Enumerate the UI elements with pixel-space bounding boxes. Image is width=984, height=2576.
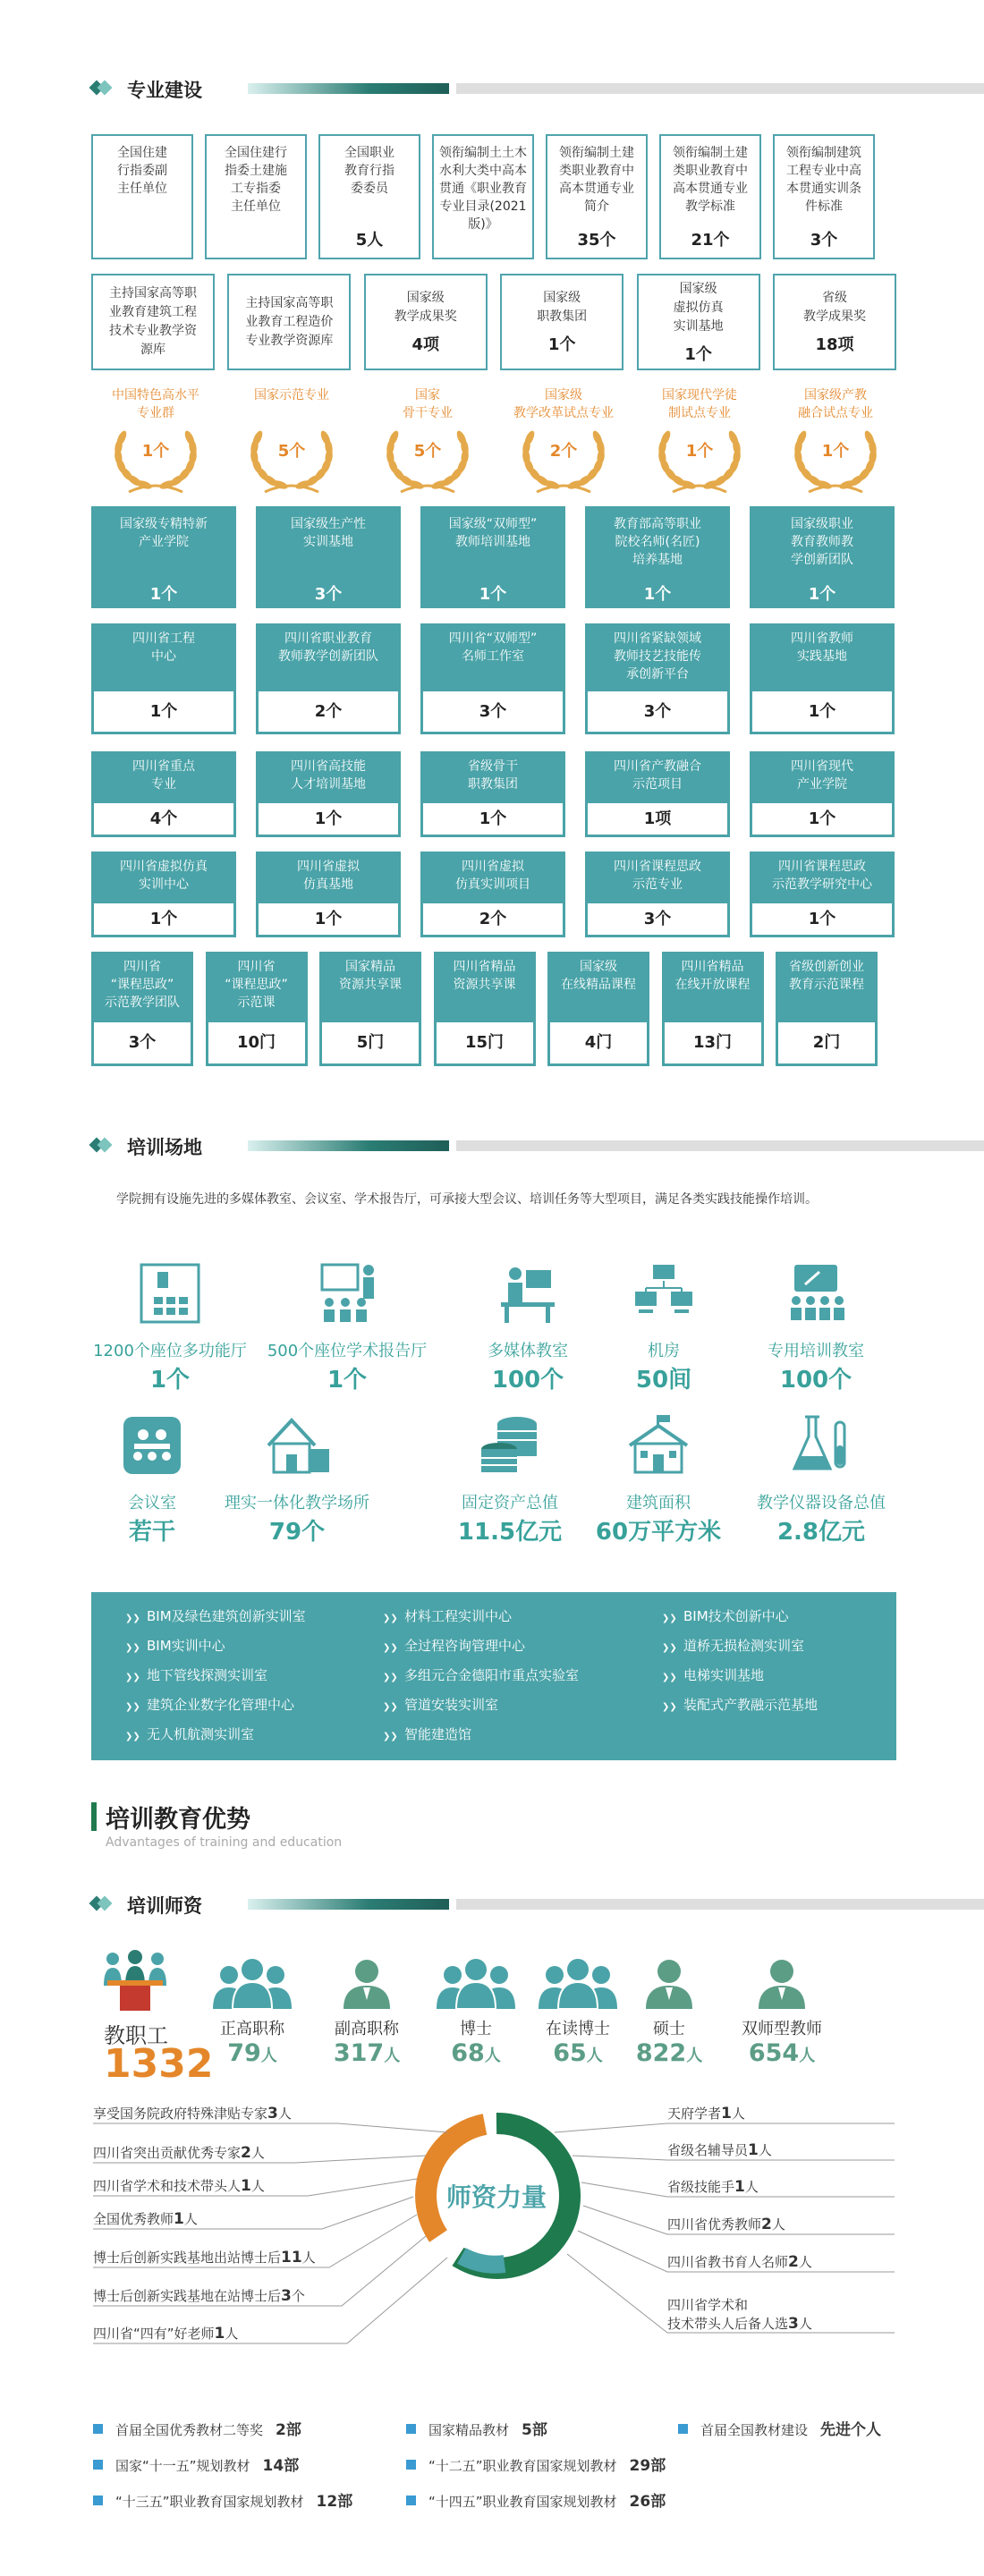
honor-unit: 人 [798, 2254, 812, 2270]
card-label: 国家级 在线精品课程 [561, 960, 636, 992]
card-label: 四川省虚拟 仿真实训项目 [455, 860, 530, 892]
publication-item [93, 2417, 301, 2439]
card-value: 18项 [815, 335, 854, 354]
honor-title: 天府学者 [667, 2106, 722, 2122]
card-label: 四川省工程 中心 [132, 631, 195, 664]
bullet-square-icon [406, 2496, 416, 2505]
double-chevron-icon: ❯❯ [125, 1673, 140, 1682]
facility-value: 若干 [128, 1519, 175, 1546]
lab-name: 道桥无损检测实训室 [683, 1638, 805, 1654]
bullet-square-icon [93, 2460, 103, 2470]
double-chevron-icon: ❯❯ [125, 1702, 140, 1712]
facility-value: 1个 [149, 1367, 191, 1394]
double-chevron-icon: ❯❯ [125, 1614, 140, 1623]
card-label: 四川省课程思政 示范教学研究中心 [772, 860, 872, 892]
honor-count: 1 [734, 2178, 745, 2196]
bullet-square-icon [406, 2424, 416, 2434]
lab-name: 装配式产教融示范基地 [683, 1697, 819, 1713]
card-value: 2个 [479, 910, 507, 928]
card-value: 3个 [643, 702, 672, 721]
card-label: 四川省虚拟仿真 实训中心 [120, 860, 208, 892]
lab-name: 多组元合金德阳市重点实验室 [404, 1667, 580, 1683]
facility-value: 1个 [327, 1367, 368, 1394]
publication-title: “十三五”职业教育国家规划教材 [115, 2494, 304, 2510]
card-value: 4门 [584, 1033, 613, 1052]
facility-label: 建筑面积 [626, 1494, 691, 1513]
card-value: 3个 [314, 585, 343, 604]
lab-name: BIM及绿色建筑创新实训室 [147, 1608, 306, 1624]
facility-label: 多媒体教室 [488, 1342, 568, 1360]
honor-item [93, 2248, 316, 2267]
staff-unit: 人 [260, 2046, 277, 2065]
honor-count: 2 [788, 2253, 799, 2271]
lab-name: 智能建造馆 [404, 1726, 472, 1742]
double-chevron-icon: ❯❯ [662, 1614, 677, 1623]
card-label: 四川省 “课程思政” 示范教学团队 [105, 960, 180, 1010]
card-label: 四川省紧缺领域 教师技艺技能传 承创新平台 [614, 631, 701, 682]
publication-value: 先进个人 [820, 2421, 882, 2439]
honor-count: 3 [281, 2287, 292, 2305]
card-label: 四川省课程思政 示范专业 [614, 860, 701, 892]
card-label: 全国职业 教育行指 委委员 [344, 146, 394, 196]
facility-value: 50间 [635, 1367, 692, 1394]
honor-title: 四川省学术和技术带头人 [93, 2178, 242, 2194]
lab-name: BIM实训中心 [147, 1638, 225, 1654]
card-label: 国家级职业 教育教师教 学创新团队 [791, 517, 853, 567]
double-chevron-icon: ❯❯ [383, 1702, 398, 1712]
laurel-label: 国家级产教 融合试点专业 [798, 388, 873, 420]
staff-unit: 人 [686, 2046, 703, 2065]
publication-item [406, 2417, 547, 2439]
honor-item [667, 2140, 772, 2159]
staff-number: 68 [451, 2039, 485, 2067]
card-value: 1个 [314, 809, 343, 828]
card-value: 1个 [643, 585, 672, 604]
facility-value: 100个 [491, 1367, 564, 1394]
card-value: 3个 [810, 231, 838, 250]
card-value: 2门 [812, 1033, 841, 1052]
card-label: 全国住建行 指委土建施 工专指委 主任单位 [225, 146, 287, 214]
card-value: 35个 [577, 231, 616, 250]
staff-label: 双师型教师 [742, 2020, 822, 2038]
double-chevron-icon: ❯❯ [662, 1643, 677, 1653]
section-title: 培训场地 [127, 1137, 202, 1158]
card-label: 四川省精品 在线开放课程 [674, 960, 751, 992]
facility-value: 79个 [268, 1519, 326, 1546]
honor-item [667, 2104, 745, 2123]
lab-name: 管道安装实训室 [404, 1697, 499, 1713]
card-label: 四川省产教融合 示范项目 [614, 759, 701, 792]
honor-count: 1 [241, 2177, 251, 2195]
honor-unit: 个 [291, 2288, 305, 2304]
card-value: 1个 [547, 335, 576, 354]
bullet-square-icon [406, 2460, 416, 2470]
lab-name: 地下管线探测实训室 [147, 1667, 268, 1683]
staff-label: 博士 [460, 2020, 492, 2038]
advantage-subtitle: Advantages of training and education [106, 1835, 343, 1850]
staff-number: 65 [553, 2039, 587, 2067]
staff-unit: 人 [384, 2046, 401, 2065]
staff-total-label: 教职工 [104, 2023, 168, 2048]
publication-value: 29部 [629, 2457, 666, 2475]
honor-unit: 人 [183, 2211, 198, 2227]
lab-name: 电梯实训基地 [683, 1667, 765, 1683]
card-value: 3个 [128, 1033, 157, 1052]
honor-unit: 人 [277, 2106, 292, 2122]
staff-label: 正高职称 [220, 2020, 284, 2038]
publication-item [406, 2453, 666, 2475]
honor-count: 2 [241, 2144, 251, 2162]
staff-unit: 人 [484, 2046, 501, 2065]
card-value: 10门 [236, 1033, 276, 1052]
staff-unit: 人 [586, 2046, 603, 2065]
card-value: 1个 [149, 585, 178, 604]
publication-title: 首届全国优秀教材二等奖 [115, 2422, 264, 2438]
card-value: 1项 [643, 809, 672, 828]
double-chevron-icon: ❯❯ [125, 1732, 140, 1741]
publication-value: 5部 [522, 2421, 547, 2439]
card-value: 1个 [684, 344, 712, 364]
honor-item [93, 2104, 292, 2123]
laurel-value: 5个 [413, 442, 442, 461]
staff-number: 822 [635, 2039, 687, 2067]
double-chevron-icon: ❯❯ [662, 1702, 677, 1712]
card-label: 四川省重点 专业 [132, 759, 195, 792]
honor-item [93, 2176, 265, 2195]
laurel-value: 1个 [141, 442, 170, 461]
honor-count: 1 [214, 2325, 225, 2343]
facility-label: 机房 [648, 1342, 680, 1360]
card-label: 教育部高等职业 院校名师(名匠) 培养基地 [614, 517, 701, 567]
facility-value: 2.8亿元 [776, 1519, 866, 1546]
lab-name: 材料工程实训中心 [404, 1608, 513, 1624]
card-label: 国家级“双师型” 教师培训基地 [448, 517, 538, 549]
publication-value: 12部 [316, 2493, 353, 2511]
honor-item [93, 2209, 198, 2228]
card-value: 1个 [808, 809, 836, 828]
staff-label: 硕士 [653, 2020, 685, 2038]
publication-item [93, 2488, 352, 2511]
double-chevron-icon: ❯❯ [125, 1643, 140, 1653]
facility-label: 固定资产总值 [462, 1494, 558, 1513]
honor-item [667, 2252, 812, 2271]
card-label: 领衔编制土土木 水利大类中高本 贯通《职业教育 专业目录(2021版)》 [439, 146, 527, 232]
staff-label: 副高职称 [335, 2020, 399, 2038]
card-value: 1个 [808, 585, 836, 604]
card-value: 13门 [692, 1033, 733, 1052]
bullet-square-icon [93, 2496, 103, 2505]
card-label: 四川省高技能 人才培训基地 [291, 759, 366, 792]
honor-count: 2 [761, 2216, 772, 2233]
facility-value: 60万平方米 [595, 1519, 722, 1546]
card-value: 5人 [355, 231, 384, 250]
honor-unit: 人 [225, 2326, 239, 2342]
lab-name: BIM技术创新中心 [683, 1608, 789, 1624]
laurel-label: 国家级 教学改革试点专业 [513, 388, 614, 420]
double-chevron-icon: ❯❯ [383, 1643, 398, 1653]
honor-title: 四川省优秀教师 [667, 2216, 762, 2233]
honor-title: 博士后创新实践基地在站博士后 [93, 2288, 282, 2304]
card-value: 21个 [691, 231, 730, 250]
card-value: 15门 [464, 1033, 505, 1052]
facility-label: 专用培训教室 [768, 1342, 864, 1360]
card-label: 省级 教学成果奖 [803, 291, 866, 324]
laurel-value: 5个 [277, 442, 306, 461]
card-label: 四川省“双师型” 名师工作室 [448, 631, 538, 664]
laurel-value: 1个 [685, 442, 714, 461]
staff-number: 79 [227, 2039, 261, 2067]
laurel-value: 2个 [549, 442, 578, 461]
card-label: 四川省现代 产业学院 [791, 759, 853, 792]
facility-value: 11.5亿元 [457, 1519, 563, 1546]
publication-title: “十四五”职业教育国家规划教材 [428, 2494, 617, 2510]
laurel-label: 国家示范专业 [254, 388, 329, 402]
honor-unit: 人 [771, 2216, 785, 2233]
publication-title: 首届全国教材建设 [700, 2422, 809, 2438]
honor-title: 全国优秀教师 [93, 2211, 174, 2227]
honor-unit: 人 [744, 2179, 759, 2195]
facility-label: 500个座位学术报告厅 [267, 1342, 428, 1360]
facility-label: 1200个座位多功能厅 [93, 1342, 247, 1360]
card-label: 国家级 虚拟仿真 实训基地 [673, 281, 724, 334]
card-label: 国家精品 资源共享课 [339, 960, 402, 992]
lab-name: 全过程咨询管理中心 [404, 1638, 526, 1654]
laurel-value: 1个 [821, 442, 850, 461]
card-label: 领衔编制土建 类职业教育中 高本贯通专业 教学标准 [673, 146, 748, 214]
facility-label: 会议室 [128, 1494, 176, 1513]
card-value: 1个 [149, 702, 178, 721]
card-value: 3个 [643, 910, 672, 928]
honor-title: 四川省学术和 技术带头人后备人选 [667, 2297, 789, 2332]
card-label: 四川省教师 实践基地 [791, 631, 853, 664]
honor-title: 四川省突出贡献优秀专家 [93, 2145, 242, 2161]
card-label: 主持国家高等职 业教育建筑工程 技术专业教学资 源库 [109, 286, 197, 357]
lab-name: 建筑企业数字化管理中心 [147, 1697, 295, 1713]
honor-unit: 人 [250, 2178, 265, 2194]
honor-item [667, 2215, 785, 2233]
card-value: 4个 [149, 809, 178, 828]
card-label: 省级骨干 职教集团 [468, 759, 518, 792]
honor-item [667, 2295, 812, 2333]
card-value: 2个 [314, 702, 343, 721]
card-value: 1个 [149, 910, 178, 928]
card-value: 3个 [479, 702, 507, 721]
honor-title: 省级名辅导员 [667, 2142, 749, 2158]
card-label: 省级创新创业 教育示范课程 [789, 960, 864, 992]
honor-title: 省级技能手 [667, 2179, 735, 2195]
honor-title: 四川省教书育人名师 [667, 2254, 789, 2270]
honor-count: 3 [788, 2315, 799, 2333]
publication-item [93, 2453, 299, 2475]
publication-title: 国家“十一五”规划教材 [115, 2458, 250, 2474]
publication-title: 国家精品教材 [428, 2422, 510, 2438]
honor-count: 1 [721, 2105, 732, 2123]
laurel-label: 国家 骨干专业 [403, 388, 453, 420]
honor-count: 1 [748, 2141, 759, 2159]
honor-title: 四川省“四有”好老师 [93, 2326, 215, 2342]
publication-item [406, 2488, 666, 2511]
publication-item [678, 2417, 881, 2439]
honor-unit: 人 [731, 2106, 745, 2122]
advantage-title: 培训教育优势 [106, 1806, 250, 1834]
honor-count: 1 [174, 2210, 184, 2228]
staff-number: 317 [333, 2039, 385, 2067]
card-label: 国家级专精特新 产业学院 [120, 517, 208, 549]
facility-value: 100个 [779, 1367, 853, 1394]
card-label: 国家级生产性 实训基地 [291, 517, 366, 549]
publication-title: “十二五”职业教育国家规划教材 [428, 2458, 617, 2474]
publication-value: 26部 [629, 2493, 666, 2511]
card-label: 四川省职业教育 教师教学创新团队 [278, 631, 378, 664]
bullet-square-icon [93, 2424, 103, 2434]
card-label: 主持国家高等职 业教育工程造价 专业教学资源库 [245, 295, 334, 348]
double-chevron-icon: ❯❯ [383, 1673, 398, 1682]
publication-value: 14部 [262, 2457, 300, 2475]
card-label: 四川省精品 资源共享课 [453, 960, 516, 992]
honor-item [667, 2177, 759, 2196]
card-label: 国家级 职教集团 [537, 291, 588, 324]
staff-label: 在读博士 [546, 2020, 610, 2038]
card-value: 1个 [808, 702, 836, 721]
honor-unit: 人 [250, 2145, 265, 2161]
publication-value: 2部 [276, 2421, 301, 2439]
honor-count: 11 [281, 2249, 302, 2267]
staff-total-value: 1332 [104, 2041, 214, 2087]
honor-unit: 人 [798, 2316, 812, 2332]
section-title: 培训师资 [127, 1895, 202, 1917]
section-title: 专业建设 [127, 80, 202, 101]
card-label: 领衔编制土建 类职业教育中 高本贯通专业 简介 [559, 146, 634, 214]
card-label: 四川省虚拟 仿真基地 [297, 860, 360, 892]
staff-unit: 人 [799, 2046, 816, 2065]
card-value: 4项 [411, 335, 440, 354]
card-label: 领衔编制建筑 工程专业中高 本贯通实训条 件标准 [786, 146, 861, 214]
card-label: 四川省 “课程思政” 示范课 [225, 960, 288, 1010]
card-value: 1个 [479, 585, 507, 604]
double-chevron-icon: ❯❯ [383, 1732, 398, 1741]
honor-item [93, 2143, 265, 2162]
laurel-label: 国家现代学徒 制试点专业 [662, 388, 737, 420]
honor-count: 3 [267, 2105, 278, 2123]
double-chevron-icon: ❯❯ [383, 1614, 398, 1623]
honor-unit: 人 [758, 2142, 772, 2158]
honor-title: 博士后创新实践基地出站博士后 [93, 2250, 282, 2266]
card-value: 1个 [479, 809, 507, 828]
bullet-square-icon [678, 2424, 688, 2434]
ring-title: 师资力量 [445, 2182, 547, 2212]
card-label: 国家级 教学成果奖 [394, 291, 457, 324]
card-label: 全国住建 行指委副 主任单位 [117, 146, 167, 196]
staff-number: 654 [748, 2039, 800, 2067]
honor-unit: 人 [301, 2250, 316, 2266]
laurel-label: 中国特色高水平 专业群 [112, 388, 199, 420]
double-chevron-icon: ❯❯ [662, 1673, 677, 1682]
lab-name: 无人机航测实训室 [147, 1726, 255, 1742]
facility-label: 教学仪器设备总值 [757, 1494, 886, 1513]
facility-label: 理实一体化教学场所 [225, 1494, 369, 1513]
site-intro: 学院拥有设施先进的多媒体教室、会议室、学术报告厅，可承接大型会议、培训任务等大型项目，满足各类实践技能操作培训。 [116, 1192, 818, 1207]
card-value: 5门 [356, 1033, 385, 1052]
honor-item [93, 2324, 238, 2343]
card-value: 1个 [808, 910, 836, 928]
honor-item [93, 2286, 305, 2305]
honor-title: 享受国务院政府特殊津贴专家 [93, 2106, 268, 2122]
card-value: 1个 [314, 910, 343, 928]
